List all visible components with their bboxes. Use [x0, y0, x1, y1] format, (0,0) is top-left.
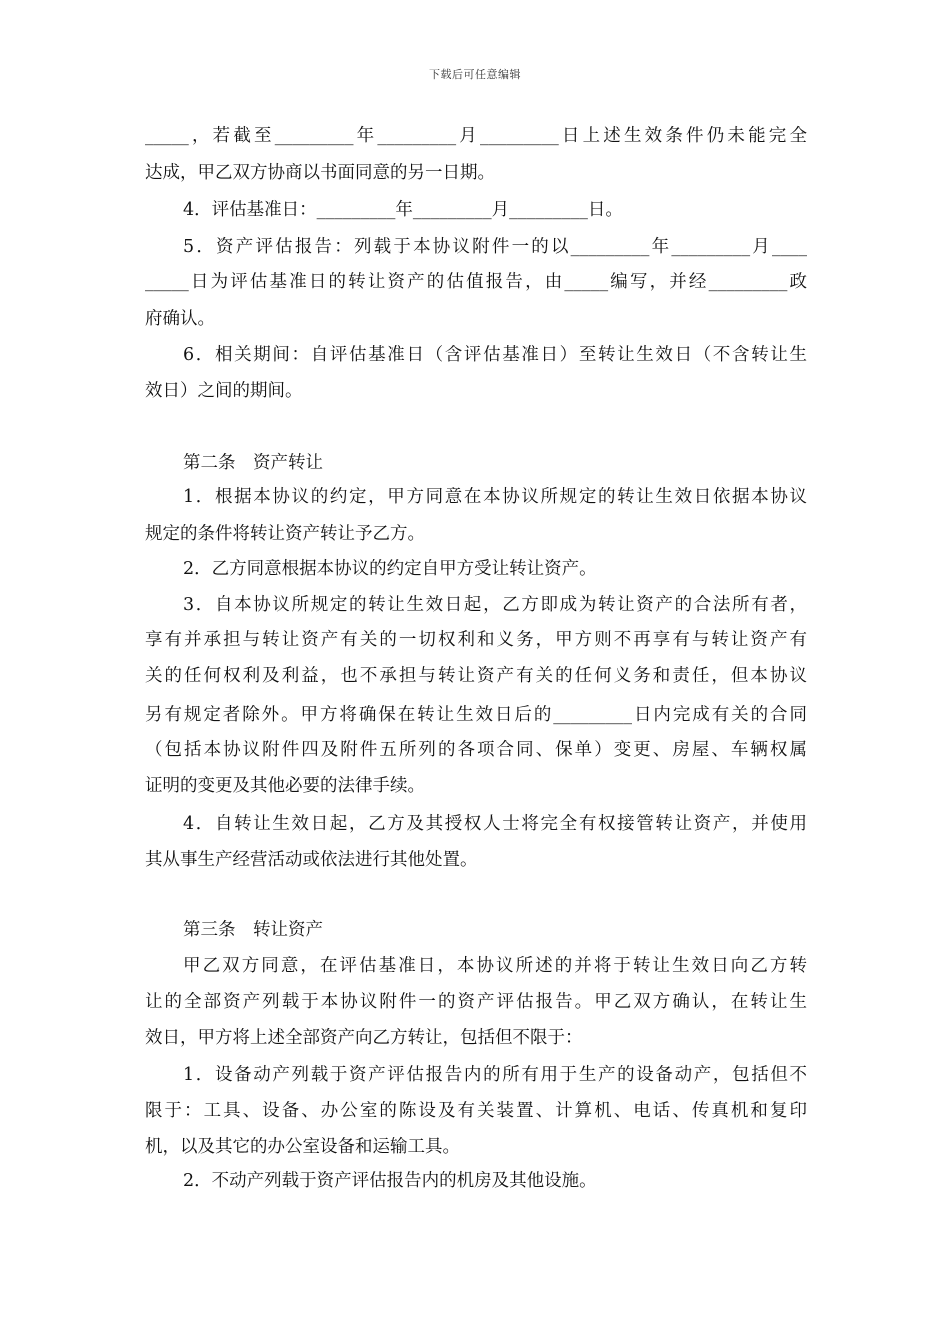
- text-line: 机，以及其它的办公室设备和运输工具。: [145, 1137, 460, 1157]
- text-line: 达成，甲乙双方协商以书面同意的另一日期。: [145, 163, 495, 183]
- text-line: 1．根据本协议的约定，甲方同意在本协议所规定的转让生效日依据本协议: [183, 487, 807, 507]
- text-line: 2．不动产列载于资产评估报告内的机房及其他设施。: [183, 1171, 597, 1191]
- text-line: 其从事生产经营活动或依法进行其他处置。: [145, 850, 478, 870]
- text-line: 1．设备动产列载于资产评估报告内的所有用于生产的设备动产，包括但不: [183, 1065, 807, 1085]
- text-line: 4．评估基准日：_________年_________月_________日。: [183, 200, 623, 220]
- text-line: _____，若截至_________年_________月_________日上述生效条件仍未能完全: [145, 126, 807, 146]
- text-line: 关的任何权利及利益，也不承担与转让资产有关的任何义务和责任，但本协议: [145, 666, 807, 686]
- text-line: 证明的变更及其他必要的法律手续。: [145, 776, 425, 796]
- text-line: 6．相关期间：自评估基准日（含评估基准日）至转让生效日（不含转让生: [183, 345, 807, 365]
- text-line: 2．乙方同意根据本协议的约定自甲方受让转让资产。: [183, 559, 597, 579]
- text-line: 4．自转让生效日起，乙方及其授权人士将完全有权接管转让资产，并使用: [183, 814, 807, 834]
- text-line: （包括本协议附件四及附件五所列的各项合同、保单）变更、房屋、车辆权属: [145, 740, 807, 760]
- text-line: 3．自本协议所规定的转让生效日起，乙方即成为转让资产的合法所有者，: [183, 595, 807, 615]
- text-line: 效日）之间的期间。: [145, 381, 303, 401]
- page-header-note: 下载后可任意编辑: [429, 68, 521, 81]
- text-line: 府确认。: [145, 309, 215, 329]
- text-line: 5．资产评估报告：列载于本协议附件一的以_________年_________月____: [183, 237, 807, 257]
- section-heading: 第三条 转让资产: [183, 920, 323, 940]
- text-line: 享有并承担与转让资产有关的一切权利和义务，甲方则不再享有与转让资产有: [145, 630, 807, 650]
- text-line: 甲乙双方同意，在评估基准日，本协议所述的并将于转让生效日向乙方转: [183, 956, 807, 976]
- text-line: 让的全部资产列载于本协议附件一的资产评估报告。甲乙双方确认，在转让生: [145, 992, 807, 1012]
- section-heading: 第二条 资产转让: [183, 453, 323, 473]
- text-line: _____日为评估基准日的转让资产的估值报告，由_____编写，并经_________政: [145, 272, 807, 292]
- text-line: 效日，甲方将上述全部资产向乙方转让，包括但不限于：: [145, 1028, 583, 1048]
- text-line: 规定的条件将转让资产转让予乙方。: [145, 524, 425, 544]
- text-line: 另有规定者除外。甲方将确保在转让生效日后的_________日内完成有关的合同: [145, 705, 807, 725]
- text-line: 限于：工具、设备、办公室的陈设及有关装置、计算机、电话、传真机和复印: [145, 1101, 807, 1121]
